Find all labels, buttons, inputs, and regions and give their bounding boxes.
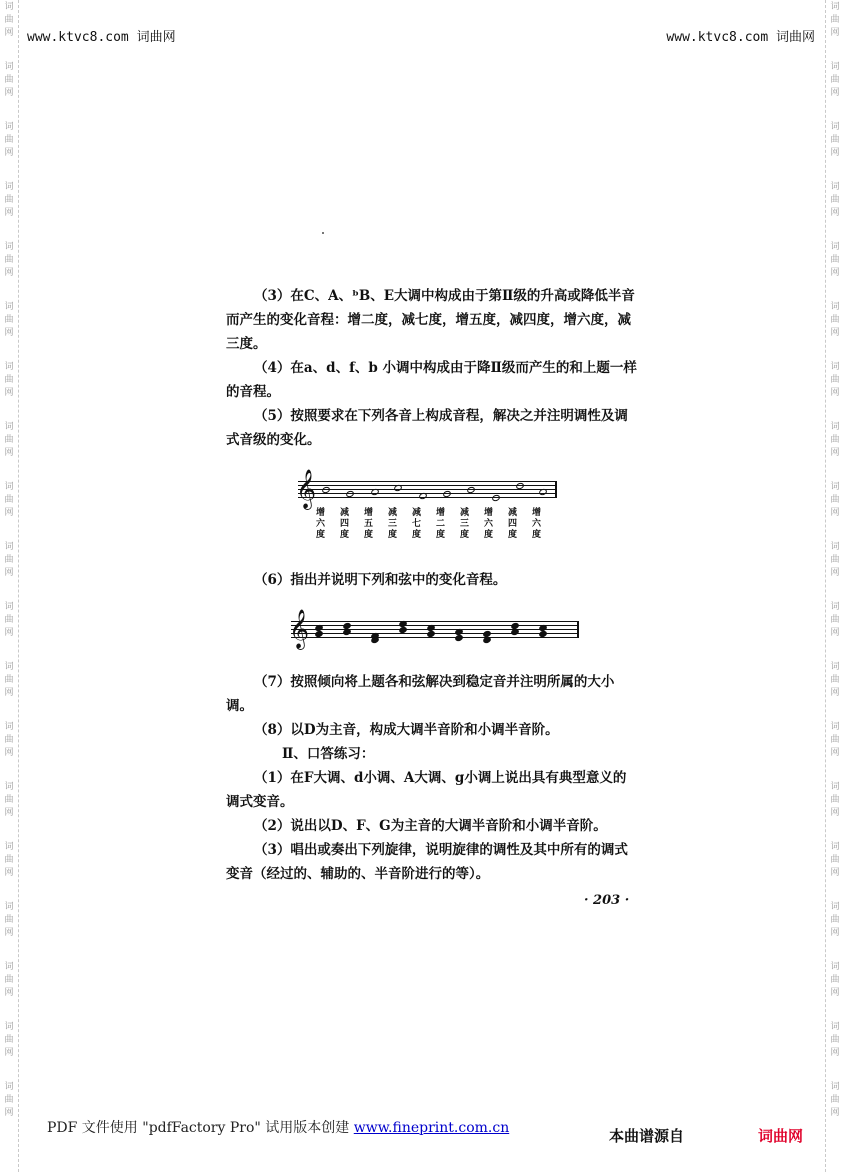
watermark-char: 词 <box>830 1082 840 1092</box>
watermark-char: 网 <box>830 628 840 638</box>
watermark-char: 词 <box>4 542 14 552</box>
watermark-char: 曲 <box>830 1035 840 1045</box>
watermark-char: 曲 <box>830 675 840 685</box>
note <box>418 492 428 500</box>
scan-speck <box>322 232 324 234</box>
watermark-char: 词 <box>830 782 840 792</box>
watermark-char: 曲 <box>830 795 840 805</box>
watermark-char: 网 <box>830 688 840 698</box>
watermark-char: 网 <box>830 808 840 818</box>
interval-label: 增二度 <box>434 507 444 540</box>
watermark-char: 网 <box>4 508 14 518</box>
watermark-char: 网 <box>4 1108 14 1118</box>
interval-label: 增六度 <box>482 507 492 540</box>
watermark-char: 网 <box>830 748 840 758</box>
watermark-char: 词 <box>830 302 840 312</box>
watermark-char: 词 <box>830 422 840 432</box>
exercise-text-6 <box>226 568 638 592</box>
footer-brand-logo[interactable]: 词曲网 <box>758 1127 804 1145</box>
watermark-char: 曲 <box>830 495 840 505</box>
interval-label: 增六度 <box>530 507 540 540</box>
watermark-char: 网 <box>4 388 14 398</box>
watermark-char: 词 <box>830 902 840 912</box>
watermark-char: 网 <box>830 208 840 218</box>
watermark-char: 曲 <box>830 1095 840 1105</box>
watermark-char: 曲 <box>4 855 14 865</box>
watermark-char: 曲 <box>4 435 14 445</box>
exercise-text-top <box>226 284 638 452</box>
watermark-char: 曲 <box>4 315 14 325</box>
watermark-char: 曲 <box>4 15 14 25</box>
watermark-char: 曲 <box>4 495 14 505</box>
note <box>538 488 548 496</box>
watermark-char: 词 <box>830 842 840 852</box>
watermark-char: 网 <box>830 1108 840 1118</box>
note <box>370 488 380 496</box>
watermark-char: 网 <box>830 868 840 878</box>
watermark-char: 曲 <box>4 195 14 205</box>
exercise-3: （3）在C、A、ᵇB、E大调中构成由于第Ⅱ级的升高或降低半音而产生的变化音程：增二度，减七度，增五度，减四度，增六度，减三度。 <box>226 288 635 352</box>
music-staff-1 <box>296 469 556 509</box>
fineprint-link[interactable]: www.fineprint.com.cn <box>353 1120 510 1136</box>
watermark-char: 词 <box>4 1082 14 1092</box>
exercise-7: （7）按照倾向将上题各和弦解决到稳定音并注明所属的大小调。 <box>226 674 615 714</box>
watermark-char: 词 <box>4 182 14 192</box>
watermark-char: 曲 <box>4 975 14 985</box>
watermark-char: 词 <box>830 482 840 492</box>
chord-note <box>342 628 352 636</box>
watermark-char: 网 <box>4 448 14 458</box>
chord-note <box>482 636 492 644</box>
pdf-footer-note <box>47 1117 509 1137</box>
chord-note <box>510 628 520 636</box>
watermark-char: 曲 <box>830 615 840 625</box>
watermark-char: 词 <box>4 62 14 72</box>
header-site-left: www.ktvc8.com 词曲网 <box>27 30 176 45</box>
watermark-char: 网 <box>830 928 840 938</box>
interval-label: 减七度 <box>410 507 420 540</box>
watermark-char: 网 <box>830 988 840 998</box>
watermark-char: 网 <box>830 1048 840 1058</box>
watermark-char: 曲 <box>4 1035 14 1045</box>
watermark-char: 曲 <box>830 915 840 925</box>
watermark-char: 网 <box>4 88 14 98</box>
watermark-char: 词 <box>4 302 14 312</box>
watermark-char: 词 <box>830 242 840 252</box>
watermark-char: 曲 <box>830 435 840 445</box>
watermark-char: 词 <box>4 662 14 672</box>
interval-label: 减四度 <box>506 507 516 540</box>
watermark-char: 词 <box>4 722 14 732</box>
watermark-char: 曲 <box>830 975 840 985</box>
interval-labels <box>300 507 540 540</box>
watermark-char: 曲 <box>830 195 840 205</box>
watermark-char: 曲 <box>4 555 14 565</box>
footer-source-label: 本曲谱源自 <box>609 1127 685 1145</box>
watermark-char: 网 <box>4 208 14 218</box>
watermark-char: 词 <box>4 602 14 612</box>
exercise-text-bottom <box>226 670 638 886</box>
watermark-char: 词 <box>830 602 840 612</box>
watermark-char: 曲 <box>4 795 14 805</box>
watermark-char: 网 <box>830 328 840 338</box>
note <box>491 494 501 502</box>
watermark-char: 词 <box>4 422 14 432</box>
note <box>393 484 403 492</box>
watermark-char: 曲 <box>830 255 840 265</box>
interval-label: 减三度 <box>386 507 396 540</box>
watermark-char: 网 <box>830 88 840 98</box>
watermark-char: 曲 <box>4 255 14 265</box>
exercise-6: （6）指出并说明下列和弦中的变化音程。 <box>254 572 507 588</box>
watermark-char: 词 <box>830 722 840 732</box>
watermark-char: 词 <box>4 2 14 12</box>
watermark-char: 曲 <box>830 75 840 85</box>
pdf-footer-text: PDF 文件使用 "pdfFactory Pro" 试用版本创建 <box>47 1120 354 1136</box>
watermark-char: 网 <box>4 328 14 338</box>
watermark-char: 曲 <box>4 375 14 385</box>
watermark-char: 曲 <box>830 375 840 385</box>
treble-clef-icon: 𝄞 <box>296 469 317 509</box>
watermark-char: 词 <box>830 2 840 12</box>
watermark-char: 曲 <box>830 555 840 565</box>
watermark-char: 网 <box>830 388 840 398</box>
watermark-char: 词 <box>830 362 840 372</box>
watermark-char: 词 <box>830 122 840 132</box>
watermark-char: 曲 <box>4 135 14 145</box>
watermark-char: 网 <box>4 148 14 158</box>
interval-label: 增六度 <box>314 507 324 540</box>
watermark-char: 词 <box>4 782 14 792</box>
oral-1: （1）在F大调、d小调、A大调、g小调上说出具有典型意义的调式变音。 <box>226 770 627 810</box>
watermark-char: 词 <box>4 362 14 372</box>
watermark-char: 网 <box>4 868 14 878</box>
exercise-5: （5）按照要求在下列各音上构成音程，解决之并注明调性及调式音级的变化。 <box>226 408 628 448</box>
watermark-char: 曲 <box>830 855 840 865</box>
watermark-char: 词 <box>830 962 840 972</box>
watermark-char: 曲 <box>830 135 840 145</box>
watermark-char: 词 <box>4 122 14 132</box>
watermark-char: 网 <box>4 688 14 698</box>
header-site-right: www.ktvc8.com 词曲网 <box>666 30 815 45</box>
watermark-char: 词 <box>4 962 14 972</box>
watermark-char: 网 <box>4 268 14 278</box>
exercise-4: （4）在a、d、f、b 小调中构成由于降Ⅱ级而产生的和上题一样的音程。 <box>226 360 637 400</box>
watermark-char: 网 <box>830 268 840 278</box>
watermark-char: 网 <box>830 448 840 458</box>
watermark-char: 词 <box>830 62 840 72</box>
watermark-char: 词 <box>4 902 14 912</box>
oral-3: （3）唱出或奏出下列旋律，说明旋律的调性及其中所有的调式变音（经过的、辅助的、半音阶进行的等）。 <box>226 842 628 882</box>
watermark-char: 曲 <box>4 915 14 925</box>
exercise-8: （8）以D为主音，构成大调半音阶和小调半音阶。 <box>254 722 559 738</box>
section-oral-practice: Ⅱ、口答练习： <box>282 746 375 762</box>
watermark-char: 网 <box>4 928 14 938</box>
chord-note <box>454 634 464 642</box>
final-barline <box>577 621 579 638</box>
treble-clef-icon: 𝄞 <box>289 609 310 649</box>
watermark-char: 网 <box>830 148 840 158</box>
watermark-char: 网 <box>830 28 840 38</box>
watermark-char: 词 <box>4 242 14 252</box>
watermark-char: 网 <box>830 508 840 518</box>
interval-label: 减四度 <box>338 507 348 540</box>
watermark-char: 曲 <box>4 615 14 625</box>
watermark-char: 网 <box>4 988 14 998</box>
watermark-char: 网 <box>4 808 14 818</box>
interval-label: 增五度 <box>362 507 372 540</box>
music-staff-2 <box>289 609 578 649</box>
watermark-char: 曲 <box>830 735 840 745</box>
watermark-char: 词 <box>830 1022 840 1032</box>
watermark-char: 网 <box>4 568 14 578</box>
oral-2: （2）说出以D、F、G为主音的大调半音阶和小调半音阶。 <box>254 818 607 834</box>
watermark-char: 曲 <box>4 735 14 745</box>
watermark-char: 曲 <box>4 75 14 85</box>
interval-label: 减三度 <box>458 507 468 540</box>
watermark-char: 网 <box>4 748 14 758</box>
watermark-char: 网 <box>4 628 14 638</box>
watermark-char: 网 <box>830 568 840 578</box>
watermark-char: 词 <box>4 1022 14 1032</box>
watermark-char: 词 <box>4 842 14 852</box>
watermark-char: 词 <box>830 542 840 552</box>
watermark-char: 网 <box>4 28 14 38</box>
final-barline <box>555 481 557 498</box>
watermark-char: 词 <box>830 182 840 192</box>
chord-note <box>370 636 380 644</box>
watermark-char: 曲 <box>830 315 840 325</box>
watermark-char: 曲 <box>4 675 14 685</box>
watermark-char: 词 <box>4 482 14 492</box>
watermark-char: 词 <box>830 662 840 672</box>
page-number: · 203 · <box>584 893 630 908</box>
watermark-char: 网 <box>4 1048 14 1058</box>
watermark-char: 曲 <box>4 1095 14 1105</box>
watermark-char: 曲 <box>830 15 840 25</box>
